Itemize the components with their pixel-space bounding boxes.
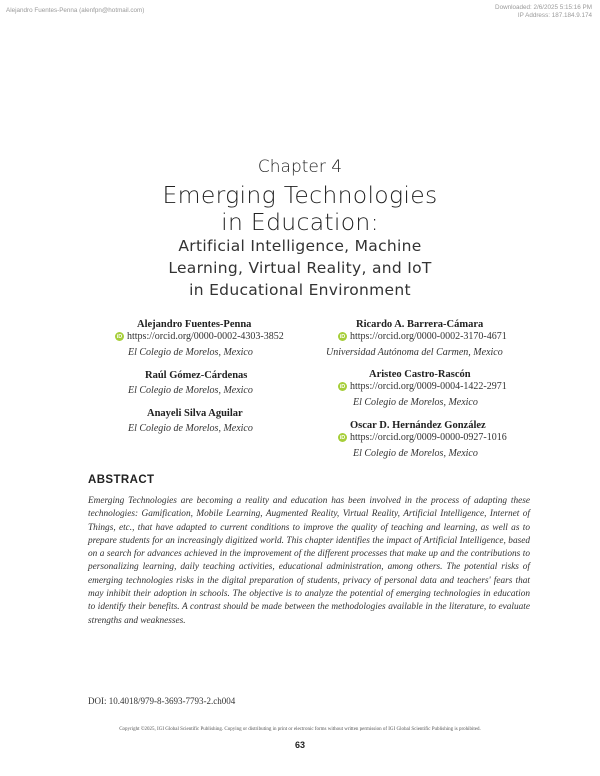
chapter-subtitle-line1: Artificial Intelligence, Machine <box>178 237 422 255</box>
author-name: Raúl Gómez-Cárdenas <box>145 370 248 381</box>
orcid-icon: iD <box>116 333 123 340</box>
author-affiliation: Universidad Autónoma del Carmen, Mexico <box>326 347 503 358</box>
ip-address: IP Address: 187.184.9.174 <box>517 12 592 19</box>
orcid-link[interactable]: https://orcid.org/0009-0000-0927-1016 <box>350 432 507 443</box>
author-affiliation: El Colegio de Morelos, Mexico <box>353 397 478 408</box>
doi[interactable]: DOI: 10.4018/979-8-3693-7793-2.ch004 <box>88 696 236 706</box>
author-orcid[interactable] <box>338 432 507 443</box>
author-orcid[interactable] <box>338 331 507 342</box>
orcid-link[interactable]: https://orcid.org/0000-0002-4303-3852 <box>127 331 284 342</box>
orcid-link[interactable]: https://orcid.org/0009-0004-1422-2971 <box>350 381 507 392</box>
download-user-info: Alejandro Fuentes-Penna (alenfpn@hotmail.com) <box>6 7 145 14</box>
orcid-link[interactable]: https://orcid.org/0000-0002-3170-4671 <box>350 331 507 342</box>
author-orcid[interactable] <box>338 381 507 392</box>
orcid-icon: iD <box>339 434 346 441</box>
author-name: Oscar D. Hernández González <box>350 420 486 431</box>
orcid-icon: iD <box>339 333 346 340</box>
author-name: Ricardo A. Barrera-Cámara <box>356 319 484 330</box>
chapter-subtitle-line3: in Educational Environment <box>189 281 411 299</box>
author-affiliation: El Colegio de Morelos, Mexico <box>128 347 253 358</box>
author-name: Anayeli Silva Aguilar <box>147 408 243 419</box>
author-orcid[interactable] <box>115 331 284 342</box>
download-date: Downloaded: 2/6/2025 5:15:16 PM <box>495 4 592 11</box>
author-affiliation: El Colegio de Morelos, Mexico <box>353 448 478 459</box>
author-affiliation: El Colegio de Morelos, Mexico <box>128 385 253 396</box>
author-name: Alejandro Fuentes-Penna <box>137 319 252 330</box>
abstract-text: Emerging Technologies are becoming a reality and education has been involved in the process of adapting these technologies: Gamification, Mobile Learning, Augmented Reality, Virtual Reality, Artificial Intelligence, Internet of Things, etc., that have adapted to current conditions to improve the quality of teaching and learning, as well as to prepare students for an increasingly digitized world. This chapter identifies the impact of Artificial Intelligence, based on a search for advances achieved in the improvement of the different processes that make up and the contributions to personalizing learning, daily teaching activities, educational administration, among others. The potential risks of emerging technologies risks in the digital preparation of students, privacy of personal data and teachers' fears that may inhibit their adoption in schools. The objective is to analyze the potential of emerging technologies in education to identify their benefits. A contrast should be made between the methodologies available in the literature, to evaluate strengths and weaknesses. <box>88 496 530 626</box>
author-affiliation: El Colegio de Morelos, Mexico <box>128 423 253 434</box>
chapter-subtitle-line2: Learning, Virtual Reality, and IoT <box>168 259 432 277</box>
abstract-heading: ABSTRACT <box>88 474 155 486</box>
chapter-title-line1: Emerging Technologies <box>162 181 438 209</box>
chapter-title-line2: in Education: <box>221 208 379 236</box>
page-number: 63 <box>294 740 305 750</box>
download-info <box>495 4 592 20</box>
author-name: Aristeo Castro-Rascón <box>369 369 471 380</box>
copyright-notice: Copyright ©2025, IGI Global Scientific Publishing. Copying or distributing in print or electronic forms without written permission of IGI Global Scientific Publishing is prohibited. <box>119 727 481 732</box>
chapter-label: Chapter 4 <box>257 157 343 177</box>
orcid-icon: iD <box>339 383 346 390</box>
